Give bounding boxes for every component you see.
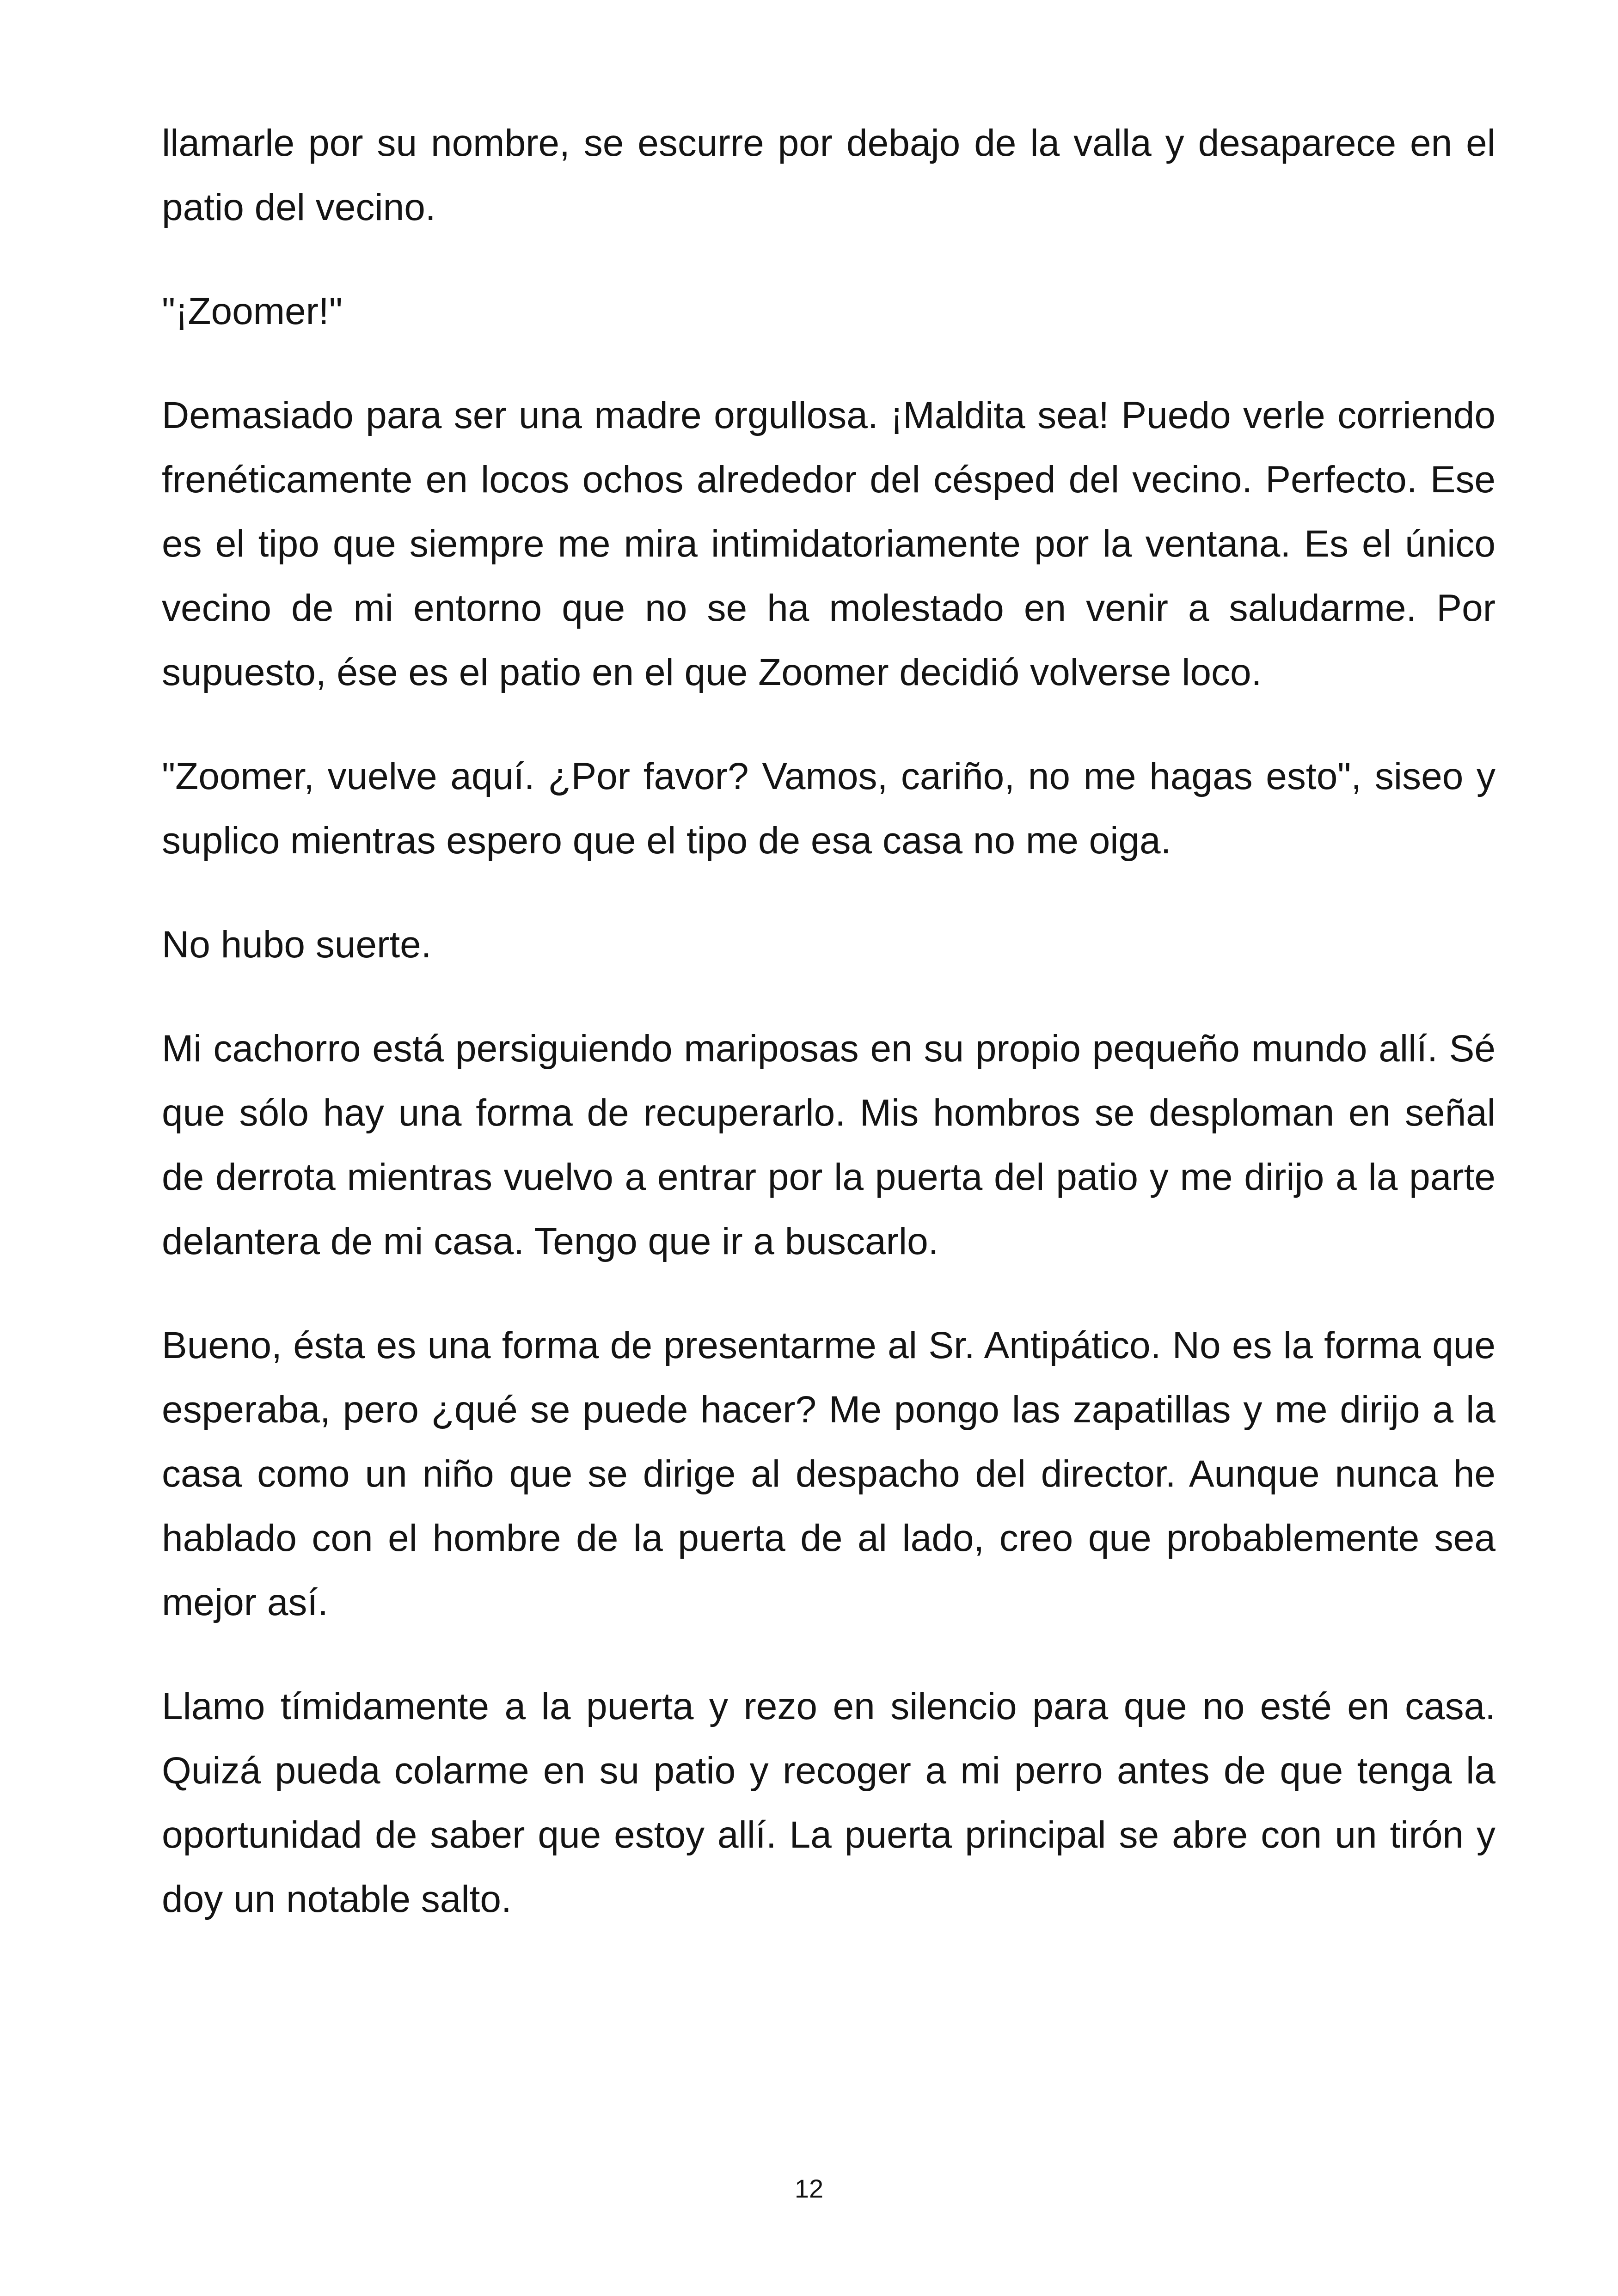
paragraph-2: "¡Zoomer!" <box>162 290 343 332</box>
page-number: 12 <box>794 2174 824 2203</box>
paragraph-8: Llamo tímidamente a la puerta y rezo en silencio para que no esté en casa. Quizá pueda colarme en su patio y recoger a mi perro antes de que tenga la oportunidad de saber que estoy allí. La puerta principal se abre con un tirón y doy un notable salto. <box>162 1685 1495 1920</box>
paragraph-1: llamarle por su nombre, se escurre por debajo de la valla y desaparece en el patio del vecino. <box>162 122 1495 228</box>
paragraph-7: Bueno, ésta es una forma de presentarme al Sr. Antipático. No es la forma que esperaba, pero ¿qué se puede hacer? Me pongo las zapatillas y me dirijo a la casa como un niño que se dirige al despacho del director. Aunque nunca he hablado con el hombre de la puerta de al lado, creo que probablemente sea mejor así. <box>162 1324 1495 1623</box>
paragraph-5: No hubo suerte. <box>162 924 432 966</box>
body-text <box>162 111 1495 1971</box>
paragraph-3: Demasiado para ser una madre orgullosa. ¡Maldita sea! Puedo verle corriendo frenéticamente en locos ochos alrededor del césped del vecino. Perfecto. Ese es el tipo que siempre me mira intimidatoriamente por la ventana. Es el único vecino de mi entorno que no se ha molestado en venir a saludarme. Por supuesto, ése es el patio en el que Zoomer decidió volverse loco. <box>162 394 1495 693</box>
paragraph-4: "Zoomer, vuelve aquí. ¿Por favor? Vamos, cariño, no me hagas esto", siseo y suplico mientras espero que el tipo de esa casa no me oiga. <box>162 755 1495 862</box>
paragraph-6: Mi cachorro está persiguiendo mariposas en su propio pequeño mundo allí. Sé que sólo hay una forma de recuperarlo. Mis hombros se desploman en señal de derrota mientras vuelvo a entrar por la puerta del patio y me dirijo a la parte delantera de mi casa. Tengo que ir a buscarlo. <box>162 1028 1495 1262</box>
